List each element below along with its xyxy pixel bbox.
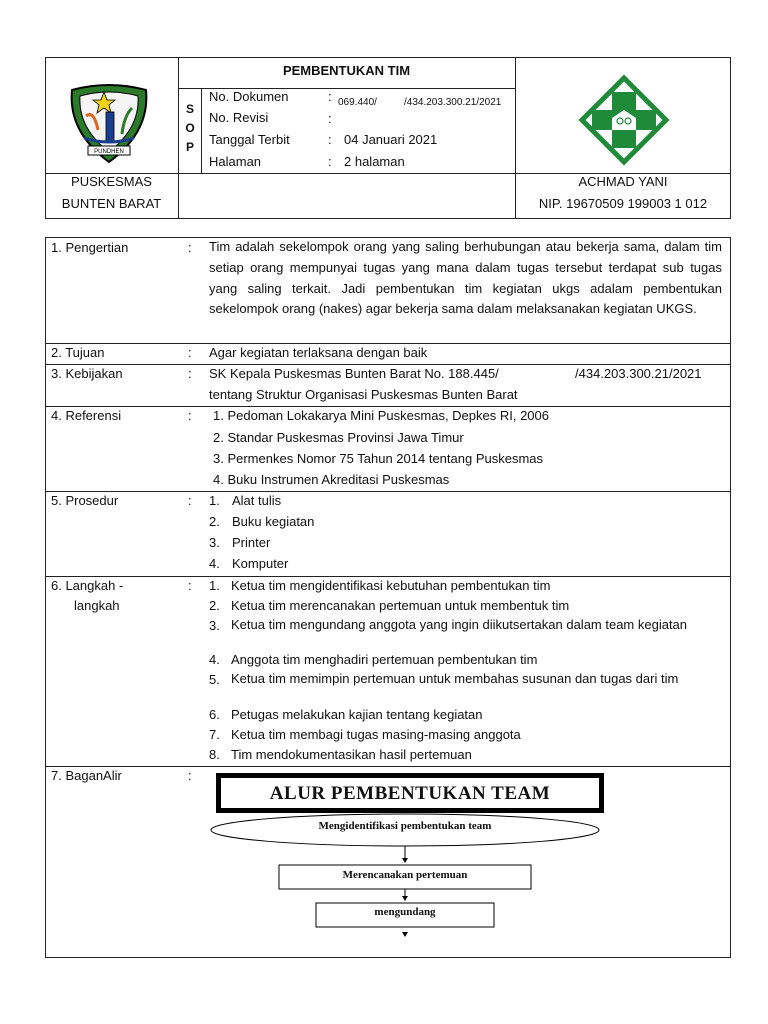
section-colon: :	[188, 366, 192, 381]
list-number: 3.	[209, 535, 220, 550]
field-colon: :	[328, 89, 332, 104]
section-colon: :	[188, 240, 192, 255]
section-label-pengertian: 1. Pengertian	[51, 240, 129, 255]
field-label-no-revisi: No. Revisi	[209, 110, 269, 125]
section-label-tujuan: 2. Tujuan	[51, 345, 105, 360]
field-value-no-dokumen-a: 069.440/	[338, 97, 377, 108]
list-number: 1.	[209, 493, 220, 508]
section-text-tujuan: Agar kegiatan terlaksana dengan baik	[209, 345, 428, 360]
list-item: Buku kegiatan	[232, 514, 315, 529]
list-item: Petugas melakukan kajian tentang kegiatan	[231, 707, 483, 722]
puskesmas-cross-logo	[578, 74, 670, 166]
section-text-pengertian: Tim adalah sekelompok orang yang saling berhubungan atau bekerja sama, dalam tim setiap orang mempunyai tugas yang mana dalam tugas tersebut terdapat sub tugas yang saling terkait. Jadi pembentukan tim kegiatan ukgs adalam pembentukan sekelompok orang (nakes) agar bekerja sama dalam melaksanakan kegiatan UKGS.	[209, 239, 722, 317]
field-value-tanggal-terbit: 04 Januari 2021	[344, 132, 438, 147]
list-number: 3.	[209, 618, 220, 633]
field-label-halaman: Halaman	[209, 154, 262, 169]
list-item: Ketua tim membagi tugas masing-masing anggota	[231, 727, 521, 742]
list-item: Anggota tim menghadiri pertemuan pembentukan tim	[231, 652, 538, 667]
flow-step-1: Mengidentifikasi pembentukan team	[318, 820, 492, 832]
field-colon: :	[328, 154, 332, 169]
section-colon: :	[188, 578, 192, 593]
field-value-halaman: 2 halaman	[344, 154, 405, 169]
sop-letters	[183, 100, 197, 157]
flow-step-2: Merencanakan pertemuan	[342, 869, 468, 881]
list-item: Printer	[232, 535, 271, 550]
institution-name-line1: PUSKESMAS	[71, 174, 152, 189]
signatory-nip: NIP. 19670509 199003 1 012	[538, 196, 708, 211]
list-number: 7.	[209, 727, 220, 742]
list-item: Tim mendokumentasikan hasil pertemuan	[231, 747, 472, 762]
section-label-kebijakan: 3. Kebijakan	[51, 366, 123, 381]
list-number: 6.	[209, 707, 220, 722]
list-number: 2.	[209, 598, 220, 613]
list-item: Ketua tim memimpin pertemuan untuk membahas susunan dan tugas dari tim	[231, 671, 679, 686]
list-item: 4. Buku Instrumen Akreditasi Puskesmas	[213, 472, 450, 487]
list-item: 1. Pedoman Lokakarya Mini Puskesmas, Depkes RI, 2006	[213, 408, 550, 423]
section-label-langkah: 6. Langkah -	[51, 578, 124, 593]
section-colon: :	[188, 768, 192, 783]
list-item: Komputer	[232, 556, 289, 571]
signatory-name: ACHMAD YANI	[578, 174, 668, 189]
sop-letter-o: O	[185, 121, 195, 135]
institution-name-line2: BUNTEN BARAT	[61, 196, 162, 211]
flow-step-3: mengundang	[374, 906, 436, 918]
field-value-no-dokumen-b: /434.203.300.21/2021	[404, 97, 502, 108]
document-title: PEMBENTUKAN TIM	[282, 63, 411, 78]
flowchart-title: ALUR PEMBENTUKAN TEAM	[216, 773, 604, 813]
regional-emblem-logo	[64, 82, 154, 168]
field-colon: :	[328, 132, 332, 147]
list-number: 5.	[209, 672, 220, 687]
list-number: 4.	[209, 556, 220, 571]
list-item: Ketua tim mengidentifikasi kebutuhan pembentukan tim	[231, 578, 551, 593]
section-colon: :	[188, 408, 192, 423]
section-label-referensi: 4. Referensi	[51, 408, 122, 423]
field-colon: :	[328, 111, 332, 126]
list-item: 2. Standar Puskesmas Provinsi Jawa Timur	[213, 430, 464, 445]
list-number: 1.	[209, 578, 220, 593]
list-item: Ketua tim mengundang anggota yang ingin diikutsertakan dalam team kegiatan	[231, 617, 688, 632]
section-text-kebijakan-c: tentang Struktur Organisasi Puskesmas Bunten Barat	[209, 387, 518, 402]
field-label-tanggal-terbit: Tanggal Terbit	[209, 132, 290, 147]
section-label-langkah-2: langkah	[74, 598, 120, 613]
field-label-no-dokumen: No. Dokumen	[209, 89, 289, 104]
list-item: Alat tulis	[232, 493, 282, 508]
section-label-prosedur: 5. Prosedur	[51, 493, 119, 508]
section-colon: :	[188, 345, 192, 360]
list-number: 8.	[209, 747, 220, 762]
section-label-bagan-alir: 7. BaganAlir	[51, 768, 122, 783]
section-colon: :	[188, 493, 192, 508]
emblem-motto: PUNDHEN	[94, 149, 124, 155]
section-text-kebijakan-a: SK Kepala Puskesmas Bunten Barat No. 188.445/	[209, 366, 499, 381]
section-text-kebijakan-b: /434.203.300.21/2021	[575, 366, 702, 381]
list-item: Ketua tim merencanakan pertemuan untuk membentuk tim	[231, 598, 570, 613]
list-number: 2.	[209, 514, 220, 529]
sop-letter-p: P	[185, 140, 194, 154]
list-number: 4.	[209, 652, 220, 667]
list-item: 3. Permenkes Nomor 75 Tahun 2014 tentang Puskesmas	[213, 451, 544, 466]
sop-letter-s: S	[185, 102, 194, 116]
